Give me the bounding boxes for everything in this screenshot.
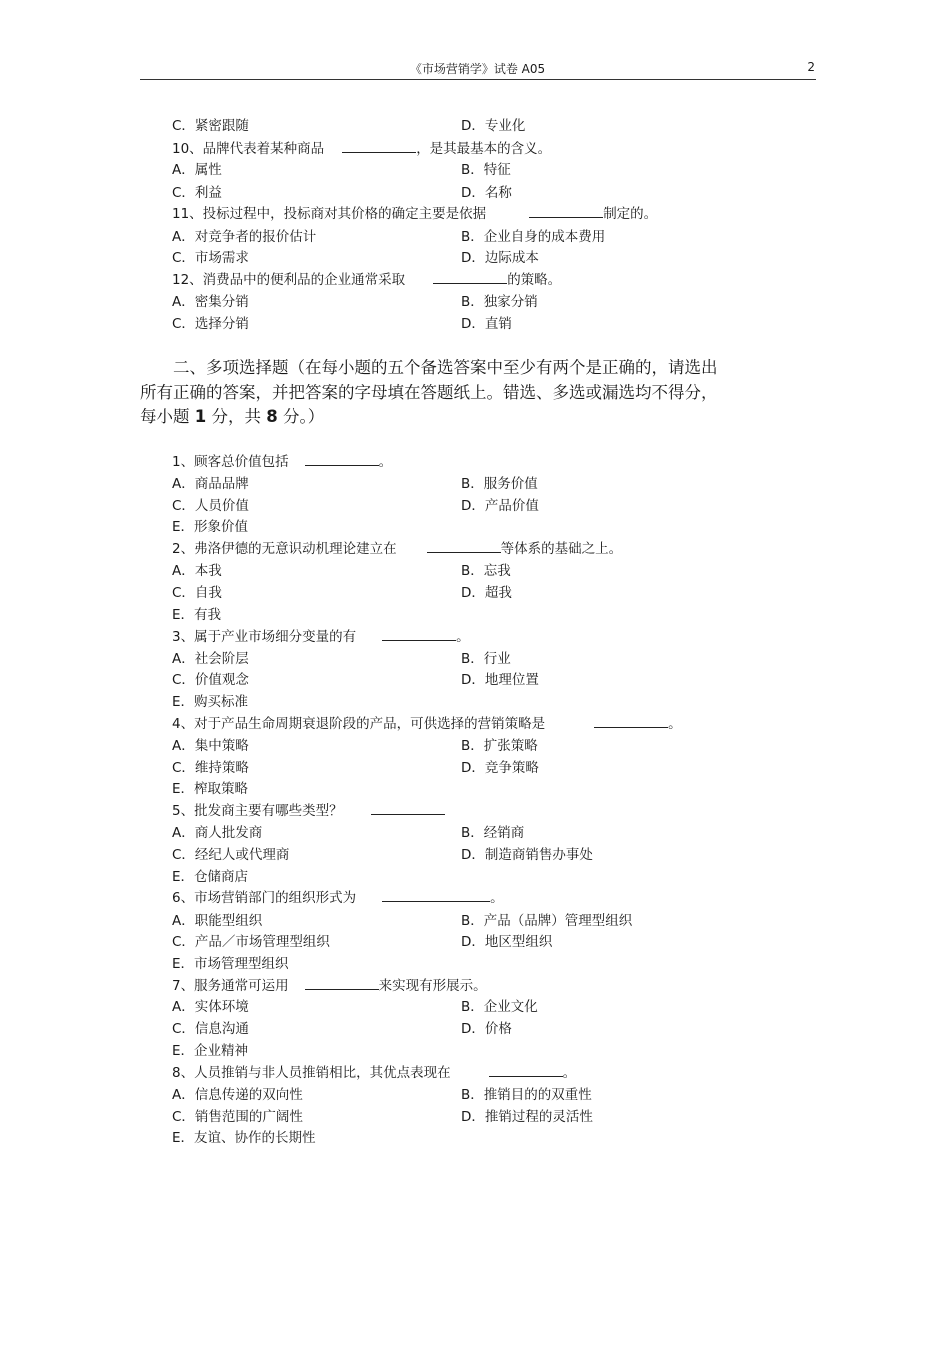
option: A．商人批发商: [172, 825, 263, 841]
question-stem: 4、对于产品生命周期衰退阶段的产品，可供选择的营销策略是 。: [172, 716, 682, 732]
option: D．价格: [461, 1021, 512, 1037]
option: A．商品品牌: [172, 476, 249, 492]
question-stem: 10、品牌代表着某种商品 ，是其最基本的含义。: [172, 141, 552, 157]
answer-blank: [305, 453, 379, 466]
section-intro: [140, 356, 780, 430]
option: D．制造商销售办事处: [461, 847, 593, 863]
option: B．服务价值: [461, 476, 538, 492]
page-header: [140, 60, 815, 78]
intro-line: 二、多项选择题（在每小题的五个备选答案中至少有两个是正确的，请选出: [173, 358, 718, 377]
option: D．名称: [461, 185, 512, 201]
question-stem: 8、人员推销与非人员推销相比，其优点表现在 。: [172, 1065, 577, 1081]
option: C．产品／市场管理型组织: [172, 934, 330, 950]
question-stem: 5、批发商主要有哪些类型？: [172, 802, 445, 820]
option: E．购买标准: [172, 694, 249, 710]
option: C．利益: [172, 185, 222, 201]
answer-blank: [382, 889, 490, 902]
option: B．经销商: [461, 825, 525, 841]
answer-blank: [427, 540, 501, 553]
option: C．维持策略: [172, 760, 249, 776]
answer-blank: [305, 977, 379, 990]
option: C．人员价值: [172, 498, 249, 514]
option: E．形象价值: [172, 519, 249, 535]
option: D．边际成本: [461, 250, 539, 266]
answer-blank: [529, 205, 603, 218]
option: A．对竞争者的报价估计: [172, 229, 317, 245]
header-rule: [140, 79, 816, 80]
option: D．超我: [461, 585, 512, 601]
option: C．选择分销: [172, 316, 249, 332]
option: E．友谊、协作的长期性: [172, 1130, 316, 1146]
option: C．经纪人或代理商: [172, 847, 290, 863]
answer-blank: [371, 802, 445, 815]
answer-blank: [489, 1064, 563, 1077]
question-stem: 11、投标过程中，投标商对其价格的确定主要是依据 制定的。: [172, 206, 658, 222]
option: B．企业文化: [461, 999, 538, 1015]
option: A．本我: [172, 563, 222, 579]
option: C．销售范围的广阔性: [172, 1109, 303, 1125]
answer-blank: [382, 628, 456, 641]
option: D．产品价值: [461, 498, 539, 514]
question-stem: 6、市场营销部门的组织形式为 。: [172, 890, 504, 906]
page-number: 2: [807, 60, 815, 74]
option: C．市场需求: [172, 250, 249, 266]
exam-title: 《市场营销学》试卷 A05: [409, 62, 546, 76]
question-stem: 1、顾客总价值包括 。: [172, 454, 393, 470]
option: C．紧密跟随: [172, 118, 249, 134]
option: A．职能型组织: [172, 913, 263, 929]
option: B．企业自身的成本费用: [461, 229, 606, 245]
option: A．密集分销: [172, 294, 249, 310]
intro-line: 每小题 1 分，共 8 分。）: [140, 407, 325, 426]
answer-blank: [342, 140, 416, 153]
option: D．竞争策略: [461, 760, 539, 776]
option: D．专业化: [461, 118, 526, 134]
option: A．集中策略: [172, 738, 249, 754]
answer-blank: [433, 271, 507, 284]
option: D．推销过程的灵活性: [461, 1109, 593, 1125]
option: E．市场管理型组织: [172, 956, 289, 972]
option: C．价值观念: [172, 672, 249, 688]
option: D．地区型组织: [461, 934, 553, 950]
option: B．特征: [461, 162, 511, 178]
option: C．信息沟通: [172, 1021, 249, 1037]
option: A．实体环境: [172, 999, 249, 1015]
question-stem: 2、弗洛伊德的无意识动机理论建立在 等体系的基础之上。: [172, 541, 623, 557]
option: A．社会阶层: [172, 651, 249, 667]
option: D．地理位置: [461, 672, 539, 688]
option: B．推销目的的双重性: [461, 1087, 592, 1103]
option: A．信息传递的双向性: [172, 1087, 303, 1103]
option: B．忘我: [461, 563, 511, 579]
option: B．独家分销: [461, 294, 538, 310]
option: A．属性: [172, 162, 222, 178]
question-stem: 3、属于产业市场细分变量的有 。: [172, 629, 470, 645]
option: E．有我: [172, 607, 222, 623]
option: E．仓储商店: [172, 869, 249, 885]
question-stem: 7、服务通常可运用 来实现有形展示。: [172, 978, 487, 994]
option: E．榨取策略: [172, 781, 249, 797]
option: D．直销: [461, 316, 512, 332]
question-stem: 12、消费品中的便利品的企业通常采取 的策略。: [172, 272, 562, 288]
option: B．行业: [461, 651, 511, 667]
option: E．企业精神: [172, 1043, 249, 1059]
answer-blank: [594, 715, 668, 728]
option: B．扩张策略: [461, 738, 538, 754]
intro-line: 所有正确的答案，并把答案的字母填在答题纸上。错选、多选或漏选均不得分，: [140, 382, 718, 402]
option: B．产品（品牌）管理型组织: [461, 913, 633, 929]
option: C．自我: [172, 585, 222, 601]
